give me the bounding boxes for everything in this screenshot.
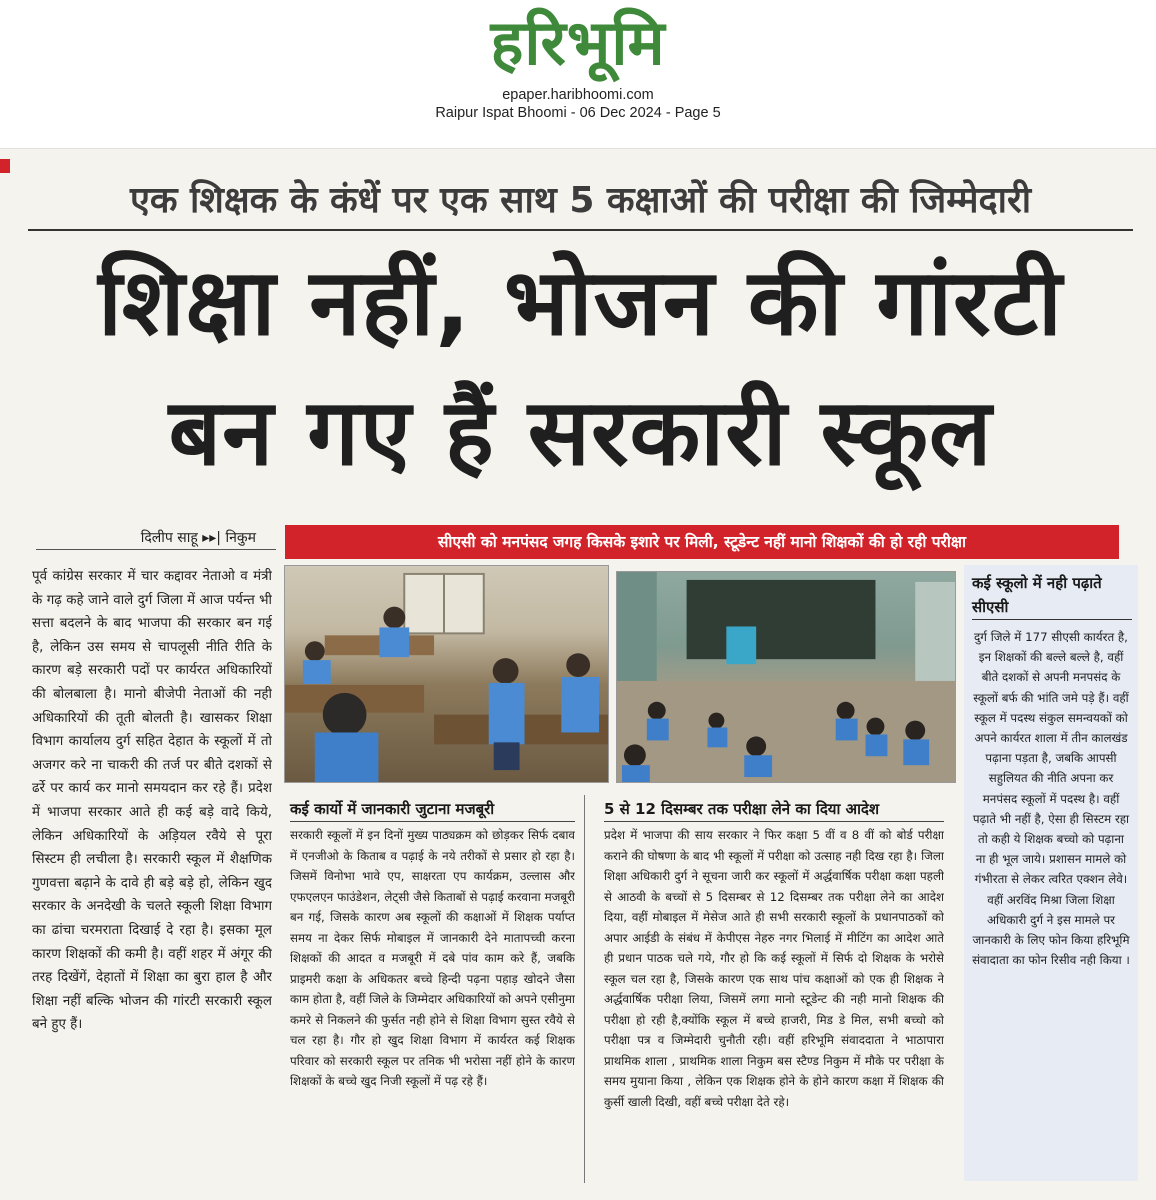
newspaper-page <box>0 148 1156 1200</box>
masthead <box>0 0 1156 135</box>
section-heading-info-collection: कई कार्यो में जानकारी जुटाना मजबूरी <box>290 797 575 822</box>
edition-line: Raipur Ispat Bhoomi - 06 Dec 2024 - Page 5 <box>435 105 721 121</box>
byline: दिलीप साहू ▸▸| निकुम <box>36 527 276 550</box>
main-headline-line2: बन गए हैं सरकारी स्कूल <box>168 379 993 486</box>
kicker-headline: एक शिक्षक के कंधें पर एक साथ 5 कक्षाओं की परीक्षा की जिम्मेदारी <box>129 180 1032 221</box>
classroom-photo-floor-graphic <box>617 572 955 782</box>
haribhoomi-logo[interactable]: हरिभूमि <box>490 6 666 79</box>
site-url[interactable]: epaper.haribhoomi.com <box>502 87 654 103</box>
classroom-photo-floor <box>616 571 956 783</box>
section-body-exam-order: प्रदेश में भाजपा की साय सरकार ने फिर कक्षा 5 वीं व 8 वीं को बोर्ड परीक्षा कराने की घोषणा के बाद भी स्कूलों में परीक्षा को उत्साह नही दिख रहा है। जिला शिक्षा अधिकारी दुर्ग ने सूचना जारी कर स्कूलों में अर्द्धवार्षिक परीक्षा कक्षा पहली से आठवी के बच्चों से 5 दिसम्बर से 12 दिसम्बर तक परीक्षा लेने का आदेश दिया, वहीं मोबाइल में मेसेज आते ही सभी सरकारी स्कूलों के प्रधानपाठकों को अपार आईडी के संबंध में केपीएस नेहरु नगर भिलाई में मीटिंग का आदेश आते ही प्रधान पाठक चले गये, गौर हो कि कई स्कूलों में सिर्फ दो शिक्षक के भरोसे स्कूल चल रहा है, जिसके कारण एक साथ पांच कक्षाओं को एक ही शिक्षक ने अर्द्धवार्षिक परीक्षा लिया, जिसमें लगा मानो स्टूडेन्ट की नही मानो शिक्षक की परीक्षा हो रही है,क्योंकि स्कूल में बच्चे हाजरी, मिड डे मिल, सभी बच्चो को परीक्षा पत्र व जिम्मेदारी चुनौती रही। वहीं हरिभूमि संवाददाता ने भाठापारा प्राथमिक शाला , प्राथमिक शाला निकुम बस स्टैण्ड निकुम में मौके पर परीक्षा के समय मुयाना किया , लेकिन एक शिक्षक होने के होने कारण कक्षा में शिक्षक की कुर्सी खाली दिखी, वहीं बच्चे परीक्षा देते रहे। <box>604 828 944 1109</box>
sidebar-box <box>964 565 1138 1181</box>
lead-column: पूर्व कांग्रेस सरकार में चार कद्दावर नेताओ व मंत्री के गढ़ कहे जाने वाले दुर्ग जिला में आज पर्यन्त भी सत्ता बदलने के बाद भाजपा की सरकार बन गई है, लेकिन उस समय से चापलूसी नीति रीति के कारण बड़े सरकारी पदों पर कार्यरत अधिकारियों की बोलबाला है। मानो बीजेपी नेताओं की नही अधिकारियों की तूती बोलती है। खासकर शिक्षा विभाग कार्यालय दुर्ग सहित देहात के स्कूलों में तो अजगर करे ना चाकरी की तर्ज पर बीते दशकों से ढर्रे पर कार्य कर मानो समयदान कर रहे हैं। प्रदेश में भाजपा सरकार आते ही कई बड़े वादे किये, लेकिन अधिकारियों के अड़ियल रवैये से पूरा सिस्टम ही लचीला है। सरकारी स्कूल में शैक्षणिक गुणवत्ता बढ़ाने के दावे ही बड़े बड़े हो, लेकिन खुद सरकार के अनदेखी के चलते स्कूली शिक्षा विभाग का ढांचा चरमराता दिखाई दे रहा है। इसका मूल कारण शिक्षकों की कमी है। वहीं शहर में अंगूर की तरह दिखेंगें, देहातों में शिक्षा का बुरा हाल है और शिक्षा नहीं बल्कि भोजन की गांरटी सरकारी स्कूल बने हुए हैं। <box>32 569 272 1033</box>
section-body-info-collection: सरकारी स्कूलों में इन दिनों मुख्य पाठ्यक्रम को छोड़कर सिर्फ दबाव में एनजीओ के किताब व पढ़ाई के नये तरीकों से प्रसार हो रहा है। जिसमें विनोभा भावे एप, साक्षरता एप कार्यक्रम, उल्लास और एफएलएन फाउंडेशन, लेट्सी जैसे किताबों से पढ़ाई करवाना मजबूरी बन गई, जिसके कारण अब स्कूलों की कक्षाओं में शिक्षक पर्याप्त समय ना देकर सिर्फ मोबाइल में जानकारी देने मातापच्ची करना शिक्षकों की आदत व मजबूरी में दबे पांव काम करे हैं, जबकि प्राइमरी कक्षा के अधिकतर बच्चे हिन्दी पढ़ना पहाड़ खोदने जैसा काम होता है, वहीं जिले के जिम्मेदार अधिकारियों को अपने एसीनुमा कमरे से निकलने की फुर्सत नही होने से शिक्षा विभाग सुस्त रवैये से चल रहा है। गौर हो खुद शिक्षा विभाग में कार्यरत कई शिक्षक परिवार को सरकारी स्कूल पर तनिक भी भरोसा नहीं होने के कारण शिक्षकों के बच्चे खुद निजी स्कूलों में पढ़ रहे हैं। <box>290 828 575 1088</box>
classroom-photo-desks <box>284 565 609 783</box>
page-edge-marker <box>0 159 10 173</box>
column-divider <box>584 795 585 1183</box>
sidebar-body: दुर्ग जिले में 177 सीएसी कार्यरत है, इन शिक्षकों की बल्ले बल्ले है, वहीं बीते दशकों से अपनी मनपसंद के स्कूलों बर्फ की भांति जमे पड़े हैं। वहीं स्कूल में पदस्थ संकुल समन्वयकों को अपने कार्यरत शाला में तीन कालखंड पढ़ाना पड़ता है, जबकि आपसी सहुलियत की नीति अपना कर मनपंसद स्कूलों में पदस्थ है। वहीं पढ़ाते भी नहीं है, ऐसा ही सिस्टम रहा तो कही ये शिक्षक बच्चो को पढ़ाना ना ही भूल जाये। प्रशासन मामले को गंभीरता से लेकर त्वरित एक्शन लेवे। वहीं अरविंद मिश्रा जिला शिक्षा अधिकारी दुर्ग ने इस मामले पर जानकारी के लिए फोन किया हरिभूमि संवादाता का फोन रिसीव नही किया । <box>972 630 1130 968</box>
main-headline-line1: शिक्षा नहीं, भोजन की गांरटी <box>98 249 1063 356</box>
sidebar-heading: कई स्कूलो में नही पढ़ाते सीएसी <box>972 571 1132 620</box>
section-heading-exam-order: 5 से 12 दिसम्बर तक परीक्षा लेने का दिया आदेश <box>604 797 944 822</box>
kicker-rule <box>28 229 1133 231</box>
red-subheadline-banner: सीएसी को मनपंसद जगह किसके इशारे पर मिली, स्टूडेन्ट नहीं मानो शिक्षकों की हो रही परीक्षा <box>285 525 1119 559</box>
classroom-photo-desks-graphic <box>285 566 608 782</box>
